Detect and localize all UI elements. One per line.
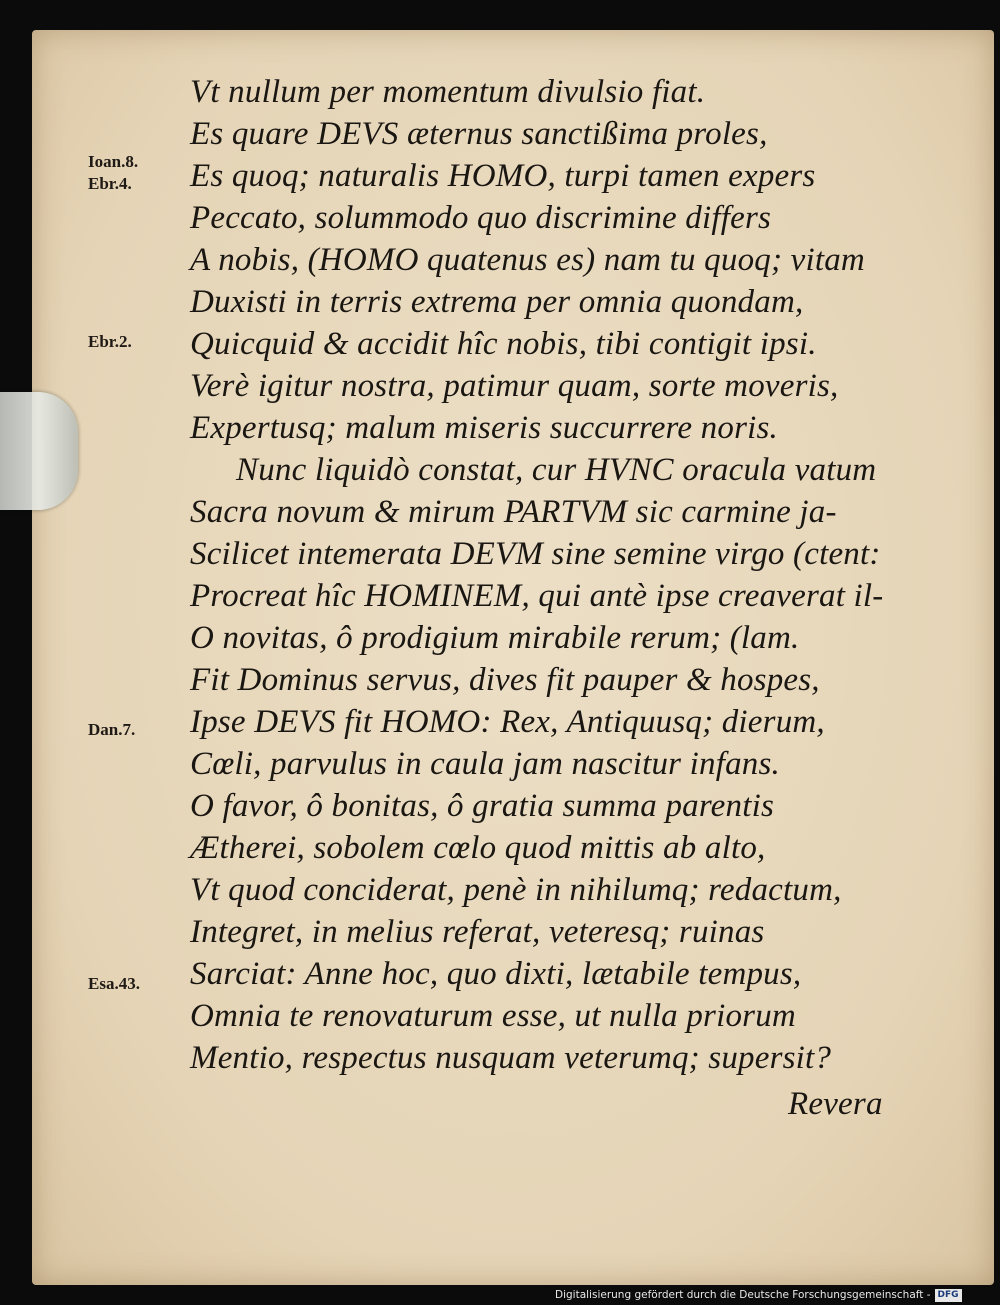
text-line: Integret, in melius referat, veteresq; ruinas: [190, 914, 765, 950]
text-line: Es quoq; naturalis HOMO, turpi tamen expers: [190, 158, 816, 194]
text-line: Ipse DEVS fit HOMO: Rex, Antiquusq; dierum,: [190, 704, 825, 740]
text-line: Fit Dominus servus, dives fit pauper & hospes,: [190, 662, 820, 698]
margin-note: Ebr.4.: [88, 174, 132, 193]
margin-note: Ebr.2.: [88, 332, 132, 351]
text-line: Expertusq; malum miseris succurrere noris.: [190, 410, 778, 446]
text-line: Scilicet intemerata DEVM sine semine virgo (ctent:: [190, 536, 881, 572]
margin-note: Ioan.8.: [88, 152, 139, 171]
text-line: Nunc liquidò constat, cur HVNC oracula vatum: [236, 452, 877, 488]
text-line: A nobis, (HOMO quatenus es) nam tu quoq; vitam: [190, 242, 865, 278]
text-line: Sarciat: Anne hoc, quo dixti, lætabile tempus,: [190, 956, 802, 992]
text-line: O favor, ô bonitas, ô gratia summa parentis: [190, 788, 774, 824]
text-line: O novitas, ô prodigium mirabile rerum; (lam.: [190, 620, 800, 656]
text-line: Verè igitur nostra, patimur quam, sorte moveris,: [190, 368, 839, 404]
text-line: Cœli, parvulus in caula jam nascitur infans.: [190, 746, 780, 782]
text-line: Omnia te renovaturum esse, ut nulla priorum: [190, 998, 796, 1034]
margin-note: Esa.43.: [88, 974, 140, 993]
text-line: Quicquid & accidit hîc nobis, tibi contigit ipsi.: [190, 326, 817, 362]
footer-credit: [555, 1285, 962, 1305]
text-line: Mentio, respectus nusquam veterumq; supersit?: [190, 1040, 832, 1076]
text-line: Vt quod conciderat, penè in nihilumq; redactum,: [190, 872, 842, 908]
text-line: Duxisti in terris extrema per omnia quondam,: [190, 284, 804, 320]
margin-note: Dan.7.: [88, 720, 136, 739]
footer-text: Digitalisierung gefördert durch die Deutsche Forschungsgemeinschaft -: [555, 1289, 931, 1301]
text-line: Peccato, solummodo quo discrimine differs: [190, 200, 772, 236]
text-line: Vt nullum per momentum divulsio fiat.: [190, 74, 706, 110]
text-line: Ætherei, sobolem cœlo quod mittis ab alto,: [190, 830, 766, 866]
catchword: Revera: [788, 1086, 883, 1122]
text-line: Procreat hîc HOMINEM, qui antè ipse creaverat il-: [190, 578, 884, 614]
dfg-logo: DFG: [935, 1289, 962, 1302]
text-line: Es quare DEVS æternus sanctißima proles,: [190, 116, 768, 152]
text-line: Sacra novum & mirum PARTVM sic carmine ja-: [190, 494, 837, 530]
